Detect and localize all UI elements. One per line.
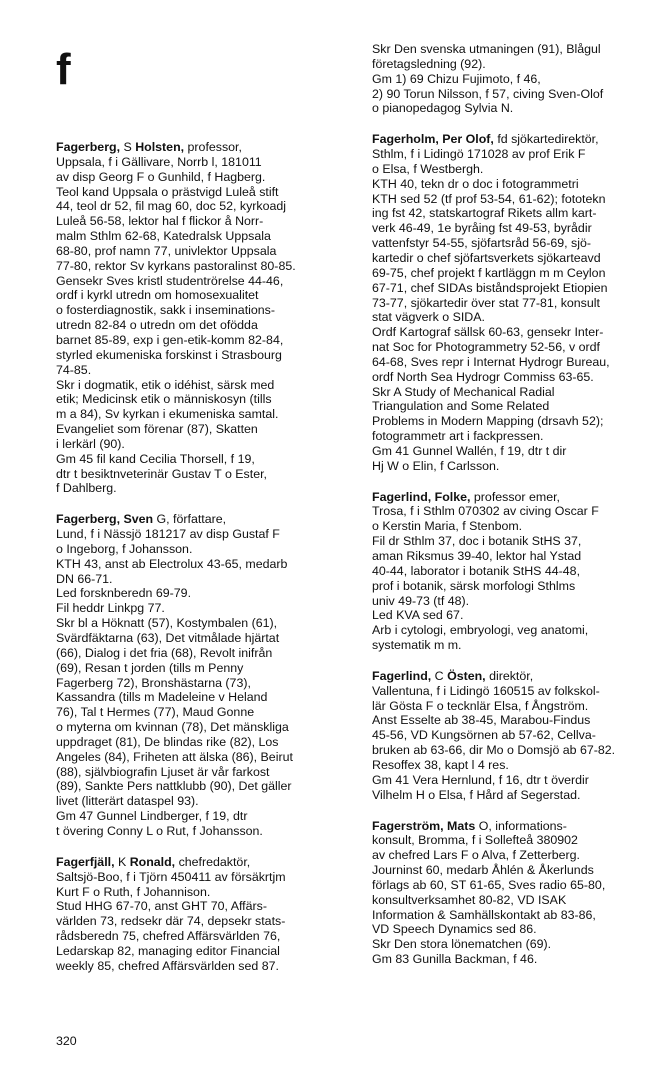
- entry-text-line: Skr Den stora lönematchen (69).: [372, 937, 552, 952]
- entry-text-line: Gm 41 Vera Hernlund, f 16, dtr t överdir: [372, 772, 589, 787]
- entry-text-line: 67-71, chef SIDAs biståndsprojekt Etiopien: [372, 280, 608, 295]
- entry-text-line: Uppsala, f i Gällivare, Norrb l, 181011: [56, 154, 262, 169]
- biography-entry: [372, 132, 664, 473]
- entry-text-line: Svärdfäktarna (63), Det vitmålade hjärtat: [56, 631, 280, 645]
- entry-surname: Fagerberg,: [56, 140, 121, 154]
- entry-surname: Fagerlind, Folke,: [372, 489, 471, 504]
- entry-text-line: m a 84), Sv kyrkan i ekumeniska samtal.: [56, 407, 279, 422]
- entry-surname: Fagerfjäll,: [56, 854, 115, 869]
- entry-text-line: Luleå 56-58, lektor hal f flickor å Norr-: [56, 214, 264, 229]
- biography-entry: [56, 855, 348, 974]
- entry-text-line: uppdraget (81), De blindas rike (82), Los: [56, 734, 279, 749]
- entry-text-line: ordf North Sea Hydrogr Commiss 63-65.: [372, 369, 594, 384]
- entry-surname: Fagerberg, Sven: [56, 512, 154, 527]
- entry-heading-text: fd sjökartedirektör,: [493, 132, 599, 147]
- entry-text-line: 64-68, Sves repr i Internat Hydrogr Bureau,: [372, 354, 610, 369]
- entry-text-line: 44, teol dr 52, fil mag 60, doc 52, kyrkoadj: [56, 199, 287, 214]
- entry-text-line: KTH sed 52 (tf prof 53-54, 61-62); fototekn: [372, 191, 606, 206]
- entry-heading: [372, 490, 664, 505]
- entry-heading-text: O, informations-: [475, 818, 567, 833]
- entry-heading-text: S: [120, 140, 136, 154]
- entry-text-line: Teol kand Uppsala o prästvigd Luleå stift: [56, 184, 279, 199]
- entry-text-line: Sthlm, f i Lidingö 171028 av prof Erik F: [372, 147, 586, 162]
- entry-text-line: 68-80, prof namn 77, univlektor Uppsala: [56, 243, 277, 258]
- entry-text-line: 73-77, sjökartedir över stat 77-81, konsult: [372, 295, 600, 310]
- entry-heading: [372, 669, 664, 684]
- entry-title: direktör,: [485, 668, 534, 683]
- entry-heading: [56, 855, 348, 870]
- entry-text-line: barnet 85-89, exp i gen-etik-komm 82-84,: [56, 332, 284, 347]
- entry-text-line: av chefred Lars F o Alva, f Zetterberg.: [372, 848, 580, 863]
- entry-text-line: KTH 43, anst ab Electrolux 43-65, medarb: [56, 556, 288, 571]
- entry-text-line: (66), Dialog i det fria (68), Revolt inifrån: [56, 645, 273, 660]
- entry-text-line: Saltsjö-Boo, f i Tjörn 450411 av försäkrtjm: [56, 869, 286, 884]
- entry-text-line: Anst Esselte ab 38-45, Marabou-Findus: [372, 713, 591, 728]
- biography-entry: [56, 512, 348, 839]
- entry-title: professor,: [184, 140, 242, 154]
- entry-text-line: Hj W o Elin, f Carlsson.: [372, 458, 500, 473]
- entry-text-line: Led forsknberedn 69-79.: [56, 586, 192, 601]
- entry-text-line: livet (litterärt dataspel 93).: [56, 794, 199, 809]
- entry-text-line: nat Soc for Photogrammetry 52-56, v ordf: [372, 340, 600, 355]
- biography-entry: [372, 819, 664, 967]
- entry-text-line: Stud HHG 67-70, anst GHT 70, Affärs-: [56, 899, 267, 914]
- entry-text-line: (89), Sankte Pers nattklubb (90), Det gäller: [56, 779, 292, 794]
- entry-text-line: univ 49-73 (tf 48).: [372, 593, 470, 608]
- entry-text-line: 69-75, chef projekt f kartläggn m m Ceylon: [372, 265, 606, 280]
- entry-text-line: Kurt F o Ruth, f Johannison.: [56, 884, 211, 899]
- entry-text-line: världen 73, redsekr där 74, depsekr stats-: [56, 914, 286, 929]
- section-letter: f: [56, 45, 71, 94]
- entry-given-name: Ronald,: [129, 854, 176, 869]
- entry-heading: [372, 132, 664, 147]
- entry-text-line: Gm 41 Gunnel Wallén, f 19, dtr t dir: [372, 443, 567, 458]
- entry-text-line: styrled ekumeniska forskinst i Strasbourg: [56, 347, 282, 362]
- entry-text-line: f Dahlberg.: [56, 481, 117, 496]
- entry-text-line: (69), Resan t jorden (tills m Penny: [56, 660, 244, 675]
- entry-heading-text: professor emer,: [470, 489, 560, 504]
- entry-text-line: o myterna om kvinnan (78), Det mänskliga: [56, 720, 289, 735]
- entry-text-line: förlags ab 60, ST 61-65, Sves radio 65-80,: [372, 877, 606, 892]
- entry-text-line: Ordf Kartograf sällsk 60-63, gensekr Inter-: [372, 325, 604, 340]
- entry-heading: [56, 512, 348, 527]
- entry-text-line: 77-80, rektor Sv kyrkans pastoralinst 80-85.: [56, 258, 296, 273]
- entry-text-line: systematik m m.: [372, 638, 462, 653]
- entry-text-line: (88), självbiografin Ljuset är vår farkost: [56, 764, 270, 779]
- entry-text-line: 74-85.: [56, 362, 92, 377]
- entry-text-line: Trosa, f i Sthlm 070302 av civing Oscar F: [372, 504, 599, 519]
- entry-text-line: rådsberedn 75, chefred Affärsvärlden 76,: [56, 929, 281, 944]
- entry-heading-text: C: [431, 668, 448, 683]
- entry-text-line: KTH 40, tekn dr o doc i fotogrammetri: [372, 176, 579, 191]
- entry-text-line: Resoffex 38, kapt l 4 res.: [372, 757, 509, 772]
- entry-text-line: prof i botanik, särsk morfologi Sthlms: [372, 578, 576, 593]
- entry-text-line: konsult, Bromma, f i Sollefteå 380902: [372, 833, 578, 848]
- entry-heading-text: K: [114, 854, 130, 869]
- entry-text-line: Skr Den svenska utmaningen (91), Blågul: [372, 42, 601, 56]
- entry-text-line: Ledarskap 82, managing editor Financial: [56, 943, 280, 958]
- entry-text-line: Lund, f i Nässjö 181217 av disp Gustaf F: [56, 527, 280, 542]
- entry-text-line: o Ingeborg, f Johansson.: [56, 541, 193, 556]
- entry-text-line: konsultverksamhet 80-82, VD ISAK: [372, 892, 567, 907]
- entry-text-line: o pianopedagog Sylvia N.: [372, 101, 514, 116]
- entry-text-line: företagsledning (92).: [372, 56, 486, 71]
- entry-text-line: 40-44, laborator i botanik StHS 44-48,: [372, 563, 581, 578]
- entry-text-line: o Kerstin Maria, f Stenbom.: [372, 519, 523, 534]
- entry-text-line: Vallentuna, f i Lidingö 160515 av folkskol-: [372, 683, 600, 698]
- entry-text-line: Problems in Modern Mapping (drsavh 52);: [372, 414, 604, 429]
- entry-text-line: Fagerberg 72), Bronshästarna (73),: [56, 675, 251, 690]
- entry-heading: [56, 140, 348, 155]
- entry-text-line: o Elsa, f Westbergh.: [372, 161, 484, 176]
- entry-text-line: Gm 47 Gunnel Lindberger, f 19, dtr: [56, 809, 248, 824]
- entry-text-line: Gm 1) 69 Chizu Fujimoto, f 46,: [372, 71, 541, 86]
- entry-text-line: Skr i dogmatik, etik o idéhist, särsk med: [56, 377, 275, 392]
- entry-text-line: Fil dr Sthlm 37, doc i botanik StHS 37,: [372, 534, 582, 549]
- entry-text-line: Gm 45 fil kand Cecilia Thorsell, f 19,: [56, 451, 255, 466]
- entry-text-line: Gm 83 Gunilla Backman, f 46.: [372, 952, 538, 967]
- right-column: [372, 42, 664, 983]
- left-column: [56, 140, 348, 990]
- entry-text-line: weekly 85, chefred Affärsvärlden sed 87.: [56, 958, 279, 973]
- entry-text-line: Evangeliet som förenar (87), Skatten: [56, 422, 258, 437]
- biography-entry: [372, 669, 664, 803]
- entry-text-line: t övering Conny L o Rut, f Johansson.: [56, 823, 263, 838]
- entry-text-line: Skr A Study of Mechanical Radial: [372, 384, 555, 399]
- entry-text-line: malm Sthlm 62-68, Katedralsk Uppsala: [56, 229, 271, 244]
- entry-text-line: ing fst 42, statskartograf Rikets allm kart-: [372, 206, 597, 221]
- biography-entry: [372, 42, 664, 116]
- entry-text-line: VD Speech Dynamics sed 86.: [372, 922, 537, 937]
- entry-text-line: 76), Tal t Hermes (77), Maud Gonne: [56, 705, 255, 720]
- entry-text-line: Fil heddr Linkpg 77.: [56, 601, 165, 616]
- entry-text-line: verk 46-49, 1e byråing fst 49-53, byrådir: [372, 221, 592, 236]
- entry-text-line: o fosterdiagnostik, sakk i inseminations-: [56, 303, 276, 318]
- entry-given-name: Östen,: [447, 668, 486, 683]
- entry-text-line: bruken ab 63-66, dir Mo o Domsjö ab 67-82.: [372, 743, 616, 758]
- entry-text-line: Journinst 60, medarb Åhlén & Åkerlunds: [372, 863, 594, 878]
- entry-text-line: Led KVA sed 67.: [372, 608, 464, 623]
- entry-text-line: vattenfstyr 54-55, sjöfartsråd 56-69, sjö-: [372, 236, 592, 251]
- entry-surname: Fagerholm, Per Olof,: [372, 132, 494, 147]
- entry-text-line: DN 66-71.: [56, 571, 113, 586]
- entry-heading: [372, 819, 664, 834]
- page-number: 320: [56, 1034, 77, 1048]
- entry-text-line: stat vägverk o SIDA.: [372, 310, 485, 325]
- entry-heading-text: G, författare,: [153, 512, 227, 527]
- entry-text-line: fotogrammetr art i fackpressen.: [372, 429, 544, 444]
- entry-title: chefredaktör,: [175, 854, 251, 869]
- entry-text-line: Kassandra (tills m Madeleine v Heland: [56, 690, 268, 705]
- entry-text-line: i lerkärl (90).: [56, 436, 125, 451]
- entry-text-line: 45-56, VD Kungsörnen ab 57-62, Cellva-: [372, 728, 596, 743]
- entry-text-line: utredn 82-84 o utredn om det ofödda: [56, 318, 258, 333]
- entry-given-name: Holsten,: [135, 140, 185, 154]
- entry-surname: Fagerström, Mats: [372, 818, 476, 833]
- entry-surname: Fagerlind,: [372, 668, 432, 683]
- entry-text-line: Vilhelm H o Elsa, f Hård af Segerstad.: [372, 787, 581, 802]
- biography-entry: [372, 490, 664, 653]
- entry-text-line: 2) 90 Torun Nilsson, f 57, civing Sven-Olof: [372, 86, 604, 101]
- entry-text-line: Angeles (84), Friheten att älska (86), Beirut: [56, 749, 293, 764]
- entry-text-line: kartedir o chef sjöfartsverkets sjökarteavd: [372, 250, 601, 265]
- entry-text-line: lär Gösta F o tecknlär Elsa, f Ångström.: [372, 698, 589, 713]
- entry-text-line: Skr bl a Höknatt (57), Kostymbalen (61),: [56, 616, 278, 631]
- entry-text-line: etik; Medicinsk etik o människosyn (tills: [56, 392, 272, 407]
- entry-text-line: Triangulation and Some Related: [372, 399, 550, 414]
- entry-text-line: Arb i cytologi, embryologi, veg anatomi,: [372, 623, 589, 638]
- biography-entry: [56, 140, 348, 496]
- entry-text-line: dtr t besiktnveterinär Gustav T o Ester,: [56, 466, 267, 481]
- entry-text-line: ordf i kyrkl utredn om homosexualitet: [56, 288, 259, 303]
- entry-text-line: Gensekr Sves kristl studentrörelse 44-46,: [56, 273, 284, 288]
- entry-text-line: aman Riksmus 39-40, lektor hal Ystad: [372, 549, 582, 563]
- entry-text-line: Information & Samhällskontakt ab 83-86,: [372, 907, 596, 922]
- entry-text-line: av disp Georg F o Gunhild, f Hagberg.: [56, 169, 266, 184]
